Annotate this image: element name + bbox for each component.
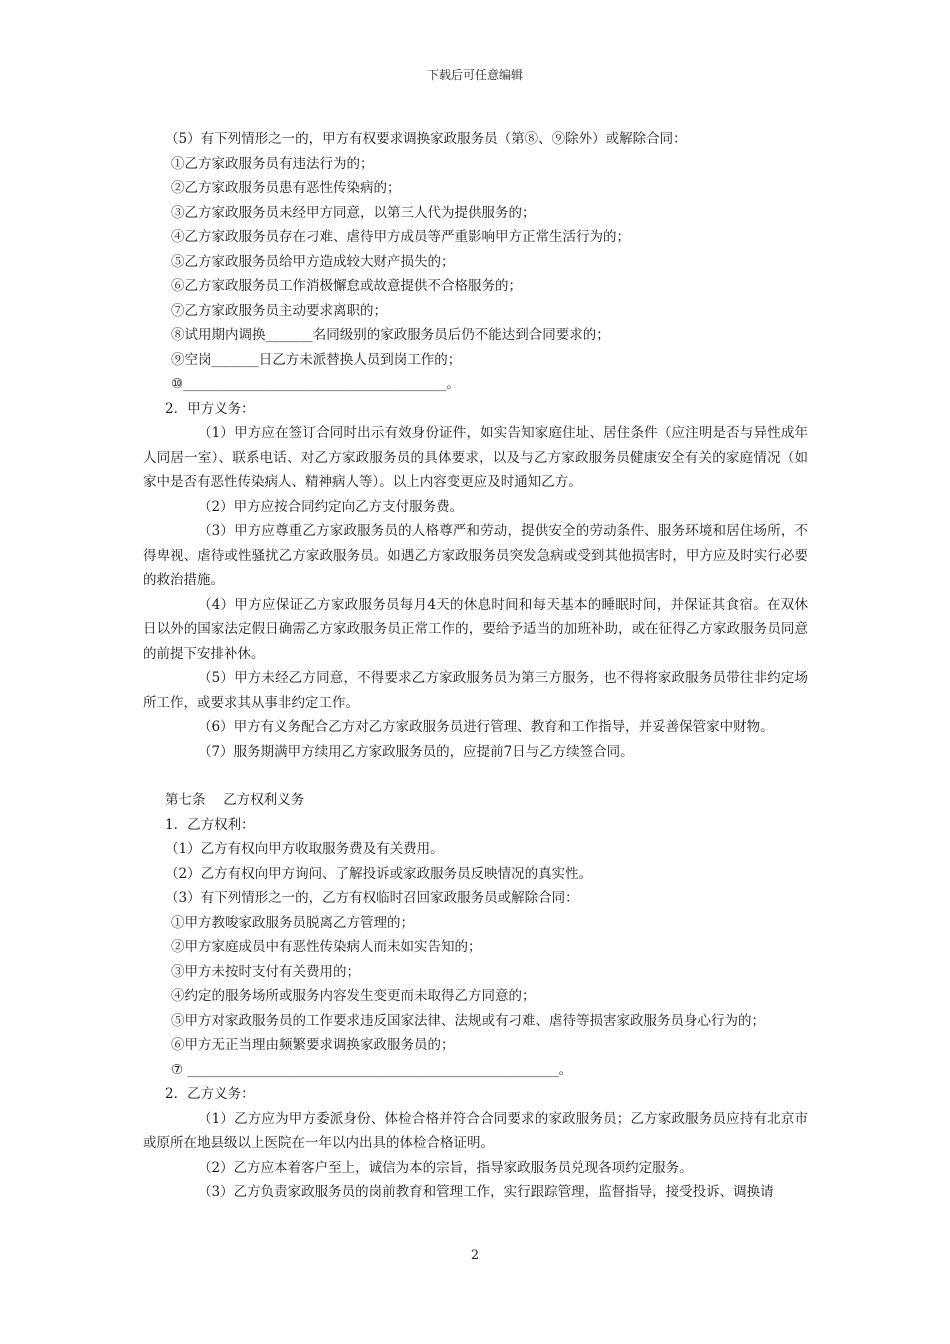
clause-paragraph: （5）甲方未经乙方同意，不得要求乙方家政服务员为第三方服务，也不得将家政服务员带往非约定场所工作，或要求其从事非约定工作。 (143, 670, 808, 711)
clause-line: ⑦ _______________________________________________________。 (171, 1061, 573, 1078)
clause-paragraph: （7）服务期满甲方续用乙方家政服务员的，应提前7日与乙方续签合同。 (198, 743, 634, 760)
clause-line: ⑥甲方无正当理由频繁要求调换家政服务员的； (171, 1037, 455, 1053)
clause-line: ③甲方未按时支付有关费用的； (171, 963, 360, 980)
party-a-rights-block (143, 127, 808, 421)
clause-line: 1．乙方权利： (165, 816, 255, 833)
clause-line: （5）有下列情形之一的，甲方有权要求调换家政服务员（第⑧、⑨除外）或解除合同： (165, 131, 687, 147)
clause-paragraph: （3）乙方负责家政服务员的岗前教育和管理工作，实行跟踪管理，监督指导，接受投诉、调换请 (198, 1184, 774, 1200)
page-header: 下载后可任意编辑 (426, 68, 523, 82)
clause-line: （3）有下列情形之一的，乙方有权临时召回家政服务员或解除合同： (165, 890, 579, 906)
clause-line: ②乙方家政服务员患有恶性传染病的； (171, 180, 401, 196)
page-number: 2 (470, 1248, 480, 1263)
clause-line: ③乙方家政服务员未经甲方同意，以第三人代为提供服务的； (171, 204, 536, 221)
clause-paragraph: （1）乙方应为甲方委派身份、体检合格并符合合同要求的家政服务员；乙方家政服务员应持有北京市或原所在地县级以上医院在一年以内出具的体检合格证明。 (143, 1110, 808, 1151)
clause-line: ①甲方教唆家政服务员脱离乙方管理的； (171, 914, 414, 931)
clause-line: ⑧试用期内调换_______名同级别的家政服务员后仍不能达到合同要求的； (171, 327, 610, 343)
party-a-obligations-block (143, 421, 808, 764)
clause-line: ②甲方家庭成员中有恶性传染病人而未如实告知的； (171, 939, 482, 955)
clause-line: 2．乙方义务： (165, 1086, 255, 1102)
clause-line: ⑥乙方家政服务员工作消极懈怠或故意提供不合格服务的； (171, 278, 522, 294)
clause-paragraph: （3）甲方应尊重乙方家政服务员的人格尊严和劳动，提供安全的劳动条件、服务环境和居住场所，不得卑视、虐待或性骚扰乙方家政服务员。如遇乙方家政服务员突发急病或受到其他损害时，甲方应及时实行必要的救治措施。 (143, 523, 808, 588)
party-b-rights-block (143, 813, 808, 1107)
article-title: 第七条 乙方权利义务 (165, 792, 305, 808)
clause-line: ④乙方家政服务员存在刁难、虐待甲方成员等严重影响甲方正常生活行为的； (171, 229, 630, 245)
clause-line: ①乙方家政服务员有违法行为的； (171, 155, 374, 172)
party-b-obligations-block (143, 1107, 808, 1205)
document-body (143, 127, 808, 1205)
clause-line: （2）乙方有权向甲方询问、了解投诉或家政服务员反映情况的真实性。 (165, 865, 593, 882)
clause-paragraph: （2）乙方应本着客户至上，诚信为本的宗旨，指导家政服务员兑现各项约定服务。 (198, 1159, 693, 1176)
section-gap (143, 764, 808, 788)
clause-line: ⑩_______________________________________。 (171, 376, 460, 392)
clause-line: ⑤乙方家政服务员给甲方造成较大财产损失的； (171, 253, 455, 270)
clause-line: （1）乙方有权向甲方收取服务费及有关费用。 (165, 841, 444, 857)
clause-paragraph: （1）甲方应在签订合同时出示有效身份证件，如实告知家庭住址、居住条件（应注明是否与异性成年人同居一室）、联系电话、对乙方家政服务员的具体要求，以及与乙方家政服务员健康安全有关的家庭情况（如家中是否有恶性传染病人、精神病人等）。以上内容变更应及时通知乙方。 (143, 425, 808, 490)
clause-paragraph: （4）甲方应保证乙方家政服务员每月4天的休息时间和每天基本的睡眠时间，并保证其食宿。在双休日以外的国家法定假日确需乙方家政服务员正常工作的，要给予适当的加班补助，或在征得乙方家政服务员同意的前提下安排补休。 (143, 596, 808, 662)
clause-line: ⑦乙方家政服务员主动要求离职的； (171, 302, 387, 319)
clause-line: 2．甲方义务： (165, 400, 255, 417)
clause-paragraph: （2）甲方应按合同约定向乙方支付服务费。 (198, 498, 464, 515)
clause-line: ⑨空岗_______日乙方未派替换人员到岗工作的； (171, 351, 462, 368)
clause-line: ④约定的服务场所或服务内容发生变更而未取得乙方同意的； (171, 988, 536, 1004)
clause-paragraph: （6）甲方有义务配合乙方对乙方家政服务员进行管理、教育和工作指导，并妥善保管家中财物。 (198, 719, 774, 735)
clause-line: ⑤甲方对家政服务员的工作要求违反国家法律、法规或有刁难、虐待等损害家政服务员身心行为的； (171, 1012, 765, 1029)
